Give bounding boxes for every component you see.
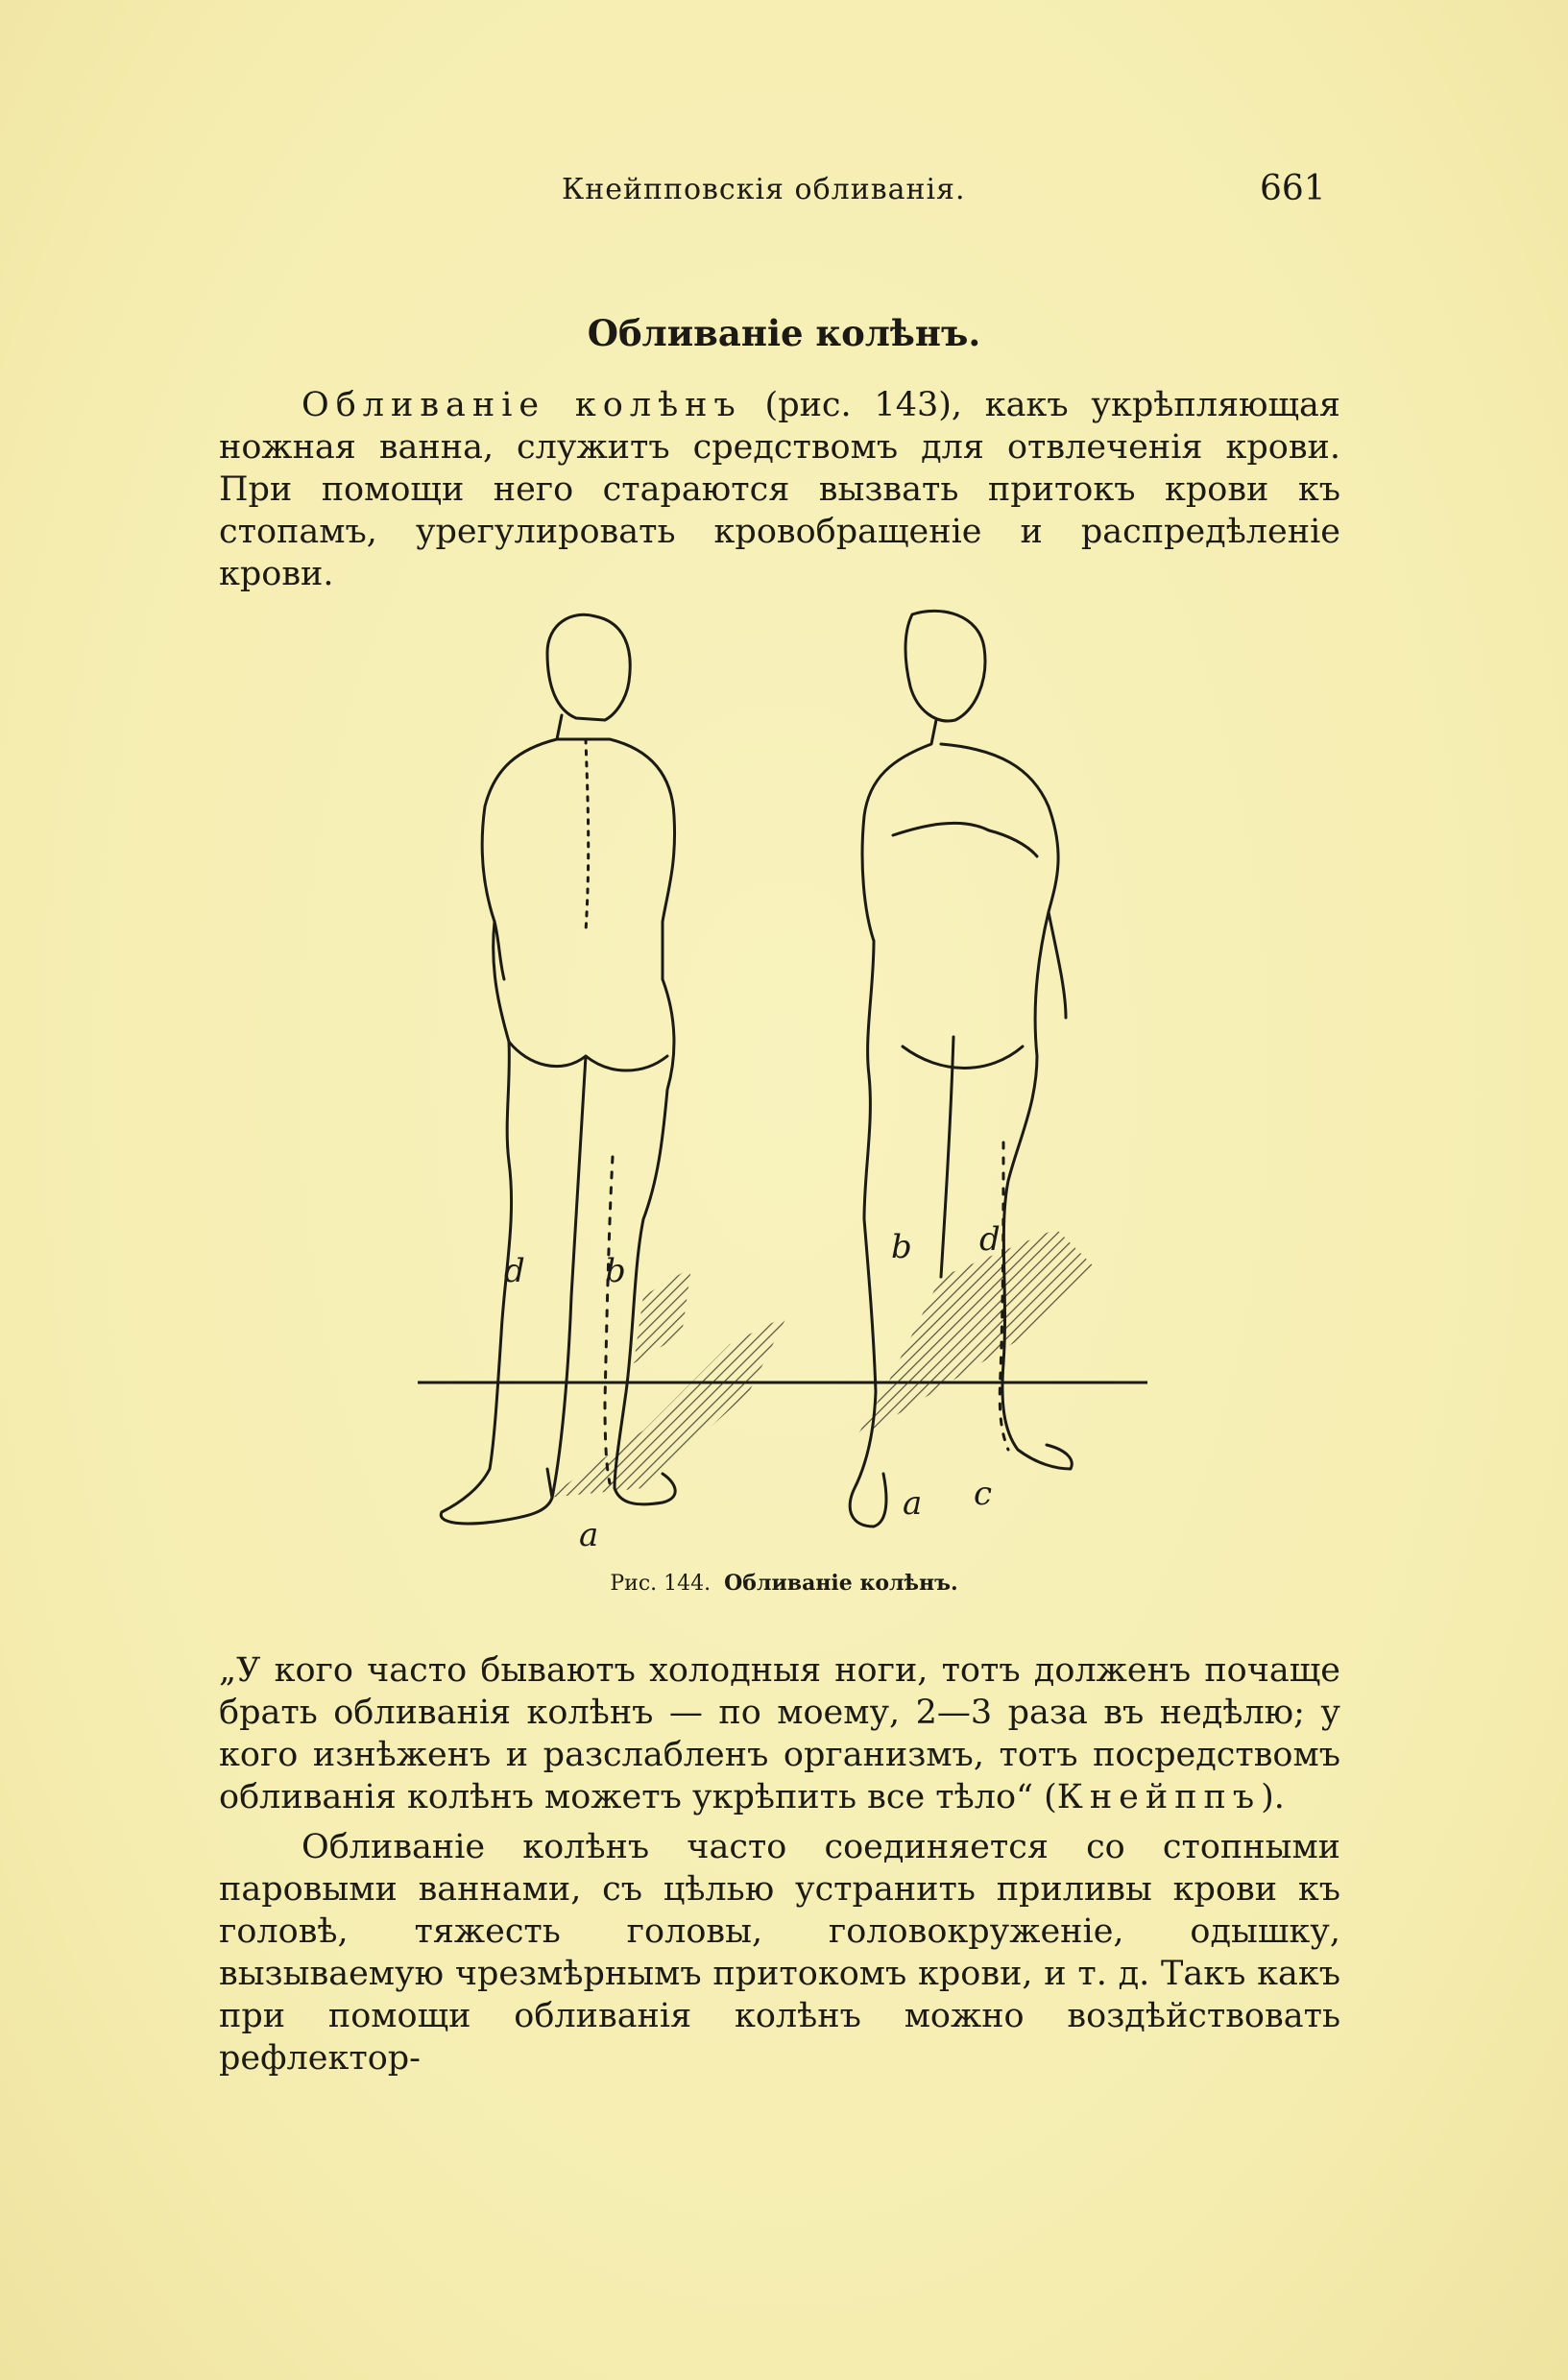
running-head: Кнейпповскія обливанія.	[562, 173, 966, 206]
right-figure-front-view	[850, 611, 1072, 1527]
quote-paragraph	[219, 1649, 1340, 1818]
intro-text: (рис. 143), какъ укрѣпляющая ножная ванна, служитъ средствомъ для отвлеченія крови. При помощи него стараются вызвать притокъ крови къ стопамъ, урегулировать кровобращеніе и распредѣленіе крови.	[219, 386, 1340, 593]
quote-author: Кнейппъ	[1056, 1778, 1262, 1816]
caption-number: Рис. 144.	[610, 1572, 712, 1596]
quote-text: „У кого часто бываютъ холодныя ноги, тотъ долженъ почаще брать обливанія колѣнъ — по моему, 2—3 раза въ недѣлю; у кого изнѣженъ и разслабленъ организмъ, тотъ посредствомъ обливанія колѣнъ можетъ укрѣпить все тѣло“ (	[219, 1651, 1340, 1816]
body-paragraph: Обливаніе колѣнъ часто соединяется со стопными паровыми ваннами, съ цѣлью устранить приливы крови къ головѣ, тяжесть головы, головокруженіе, одышку, вызываемую чрезмѣрнымъ притокомъ крови, и т. д. Такъ какъ при помощи обливанія колѣнъ можно воздѣйствовать рефлектор-	[219, 1828, 1340, 2078]
intro-spaced-term: Обливаніе колѣнъ	[302, 386, 742, 424]
caption-title: Обливаніе колѣнъ.	[724, 1571, 958, 1596]
section-title: Обливаніе колѣнъ.	[587, 312, 981, 354]
intro-paragraph	[219, 384, 1340, 595]
label-right-b: b	[891, 1228, 912, 1266]
label-right-d: d	[979, 1220, 1001, 1259]
label-left-a: a	[579, 1516, 599, 1554]
quote-end: ).	[1261, 1778, 1285, 1816]
knee-affusion-illustration	[403, 605, 1162, 1565]
label-left-b: b	[605, 1252, 626, 1290]
intro-paragraph-block	[219, 384, 1340, 595]
lower-text-block	[219, 1649, 1340, 2079]
label-left-d: d	[504, 1252, 525, 1290]
figure-illustration	[403, 605, 1162, 1565]
page-number: 661	[1260, 169, 1326, 208]
figure-caption	[0, 1571, 1568, 1596]
label-right-c: c	[974, 1475, 993, 1513]
left-shadow-patch	[634, 1267, 691, 1363]
left-figure-back-view	[441, 614, 675, 1524]
label-right-a: a	[903, 1484, 923, 1523]
